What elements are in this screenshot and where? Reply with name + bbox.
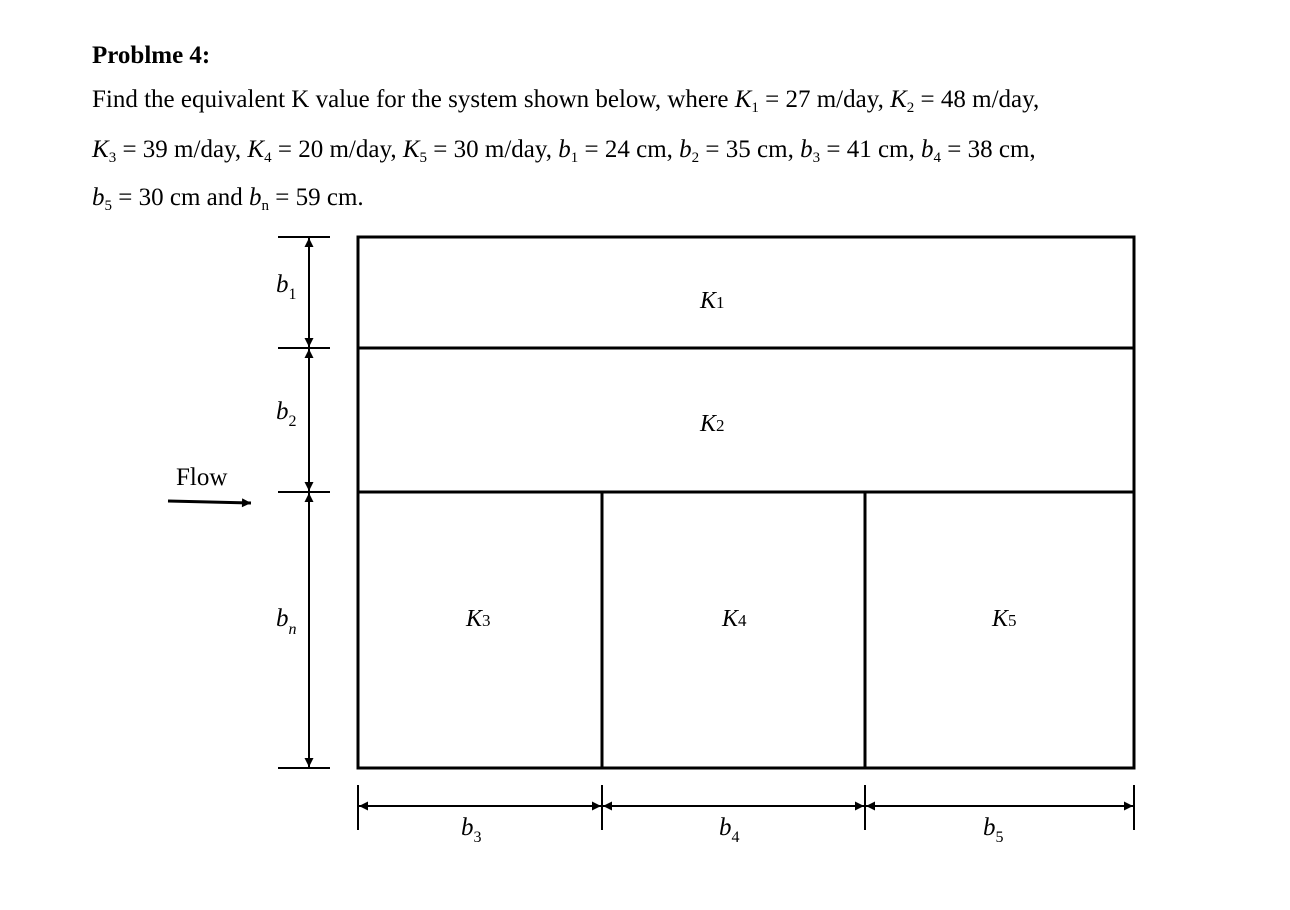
flow-label: Flow [176,464,228,491]
given-bn: $b_n = 59$ cm [249,184,358,214]
given-k2: $K_2 = 48$ m/day, [890,86,1040,116]
given-k3: $K_3 = 39$ m/day, [92,136,242,166]
system-outline [358,237,1134,768]
given-b3: $b_3 = 41$ cm, [800,136,915,166]
dimension-label-b2: $b_2$ [276,398,297,430]
dimension-label-b1: $b_1$ [276,271,297,303]
dimension-label-bn: $b_n$ [276,605,297,638]
given-b1: $b_1 = 24$ cm, [558,136,673,166]
layer-label-k2: K2 [700,411,725,437]
dimension-label-b5: $b_5$ [983,814,1004,846]
given-b5: $b_5 = 30$ cm [92,184,201,214]
dimension-label-b3: $b_3$ [461,814,482,846]
layer-label-k3: K3 [466,606,491,632]
given-k5: $K_5 = 30$ m/day, [402,136,553,166]
horizontal-dimension-lines [358,785,1134,830]
layer-label-k1: K1 [700,288,725,314]
flow-arrow-icon [168,501,251,503]
problem-end: . [357,184,364,211]
problem-intro: Find the equivalent K value for the system shown below, where [92,86,729,113]
dimension-label-b4: $b_4$ [719,814,740,846]
given-k1: $K_1 = 27$ m/day, [734,86,884,116]
given-k4: $K_4 = 20$ m/day, [247,136,397,166]
given-b2: $b_2 = 35$ cm, [679,136,794,166]
problem-conjunction: and [206,184,243,211]
given-b4: $b_4 = 38$ cm, [920,136,1036,166]
layer-label-k5: K5 [992,606,1017,632]
layer-label-k4: K4 [722,606,747,632]
problem-title: Problme 4: [92,42,211,69]
vertical-dimension-lines [278,237,330,768]
